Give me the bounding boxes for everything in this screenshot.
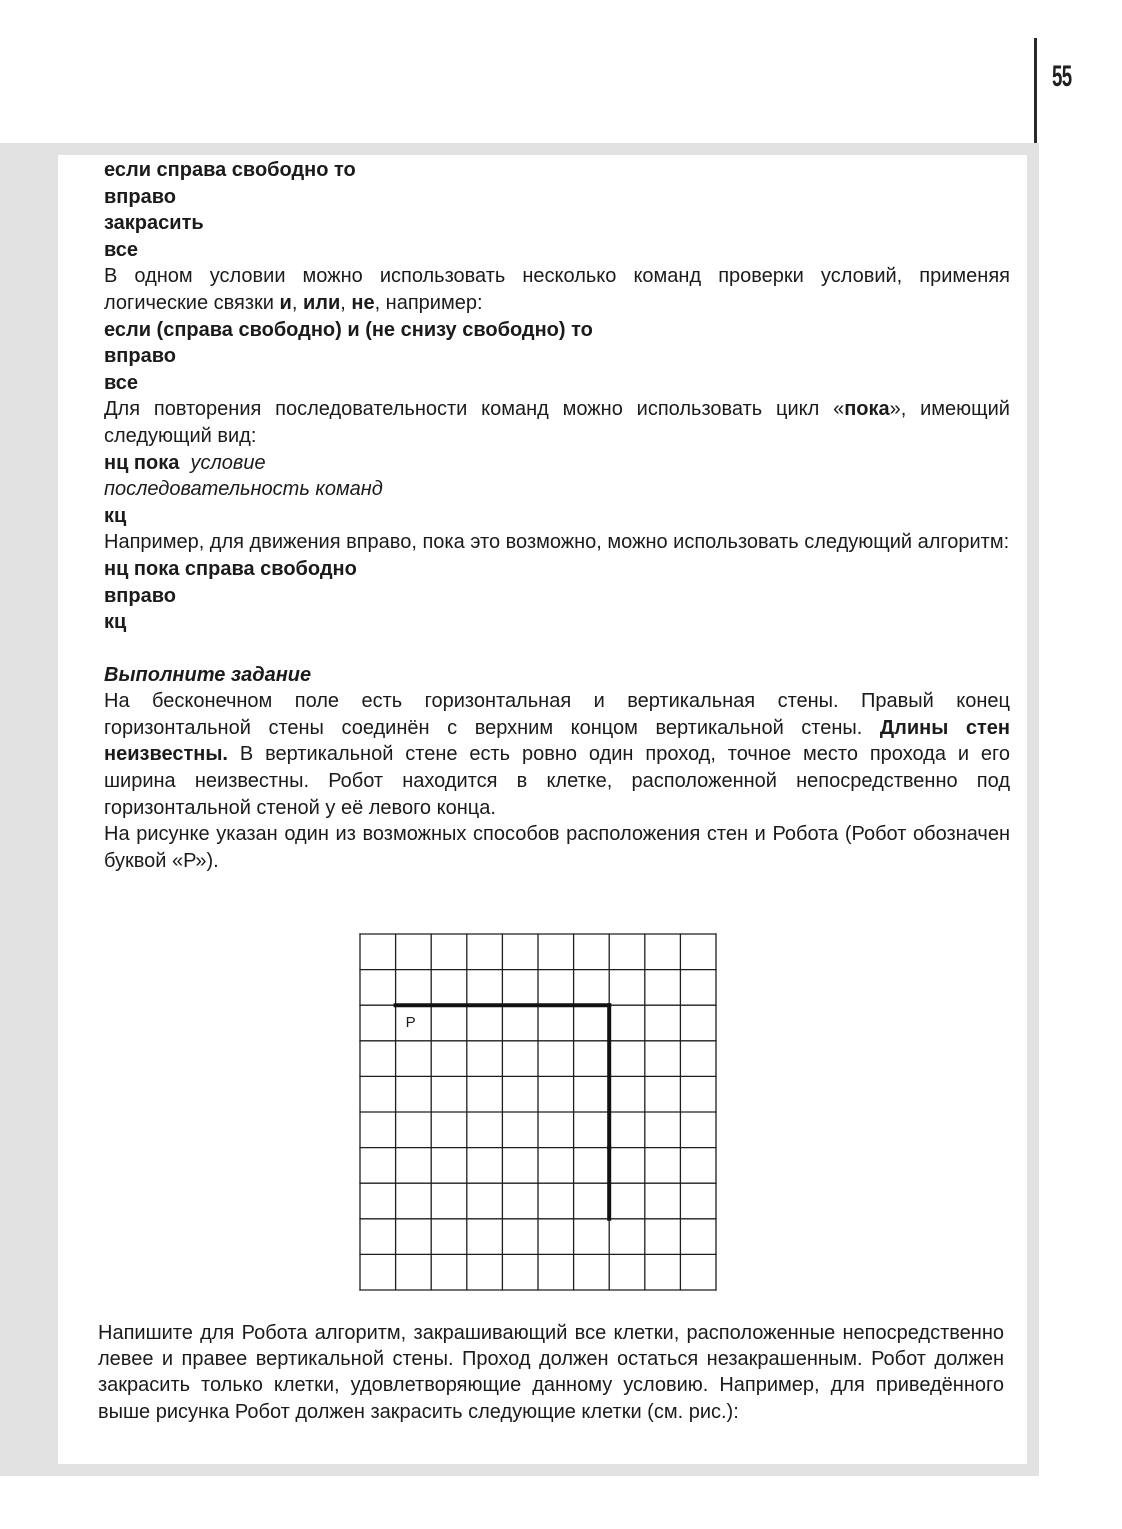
code-line-right: вправо: [104, 345, 176, 368]
paragraph-logic: [104, 263, 1010, 316]
code-line-loop-right: нц пока справа свободно: [104, 557, 357, 580]
separator: ,: [340, 291, 352, 314]
separator: ,: [291, 291, 303, 314]
task-paragraph-1: [104, 688, 1010, 821]
code-line-compound-if: если (справа свободно) и (не снизу свободно) то: [104, 318, 593, 341]
paragraph-loop-text: Для повторения последовательности команд можно использовать цикл «: [104, 398, 845, 421]
placeholder-commands: последовательность команд: [104, 478, 383, 501]
code-line-end: все: [104, 238, 139, 261]
code-line-loop-start: [104, 450, 1010, 477]
robot-field-figure: [358, 932, 718, 1292]
paragraph-logic-tail: , например:: [374, 291, 483, 314]
code-line-paint: закрасить: [104, 212, 204, 235]
task-emphasis: Длины стен неизвестны.: [104, 716, 1010, 766]
code-line-right: вправо: [104, 185, 176, 208]
page-number: 55: [1052, 60, 1072, 93]
task-paragraph-1-text: На бесконечном поле есть горизонтальная и вертикальная стены. Правый конец горизонтальной стены соединён с верхним концом вертикальной стены.: [104, 690, 1010, 739]
paragraph-logic-text: В одном условии можно использовать несколько команд проверки условий, применяя логические связки: [104, 265, 1010, 314]
keyword-not: не: [351, 291, 375, 314]
code-line-right: вправо: [104, 584, 176, 607]
placeholder-condition: условие: [190, 451, 266, 474]
header-rule: [1034, 38, 1037, 146]
paragraph-loop: [104, 396, 1010, 449]
robot-field-grid: [358, 932, 718, 1292]
task-instructions: [98, 1320, 1004, 1425]
paragraph-loop-tail: », имеющий следующий вид:: [104, 398, 1010, 447]
code-line-loop-end: кц: [104, 504, 127, 527]
algorithm-text: [104, 157, 1010, 874]
keyword-while: пока: [844, 398, 890, 421]
task-paragraph-1-tail: В вертикальной стене есть ровно один проход, точное место прохода и его ширина неизвестны. Робот находится в клетке, расположенной непосредственно под горизонтальной стеной у её левого конца.: [104, 743, 1010, 819]
paragraph-example: Например, для движения вправо, пока это возможно, можно использовать следующий алгоритм:: [104, 531, 1010, 554]
keyword-and: и: [279, 291, 292, 314]
keyword-or: или: [302, 291, 341, 314]
keyword-loop-while: нц пока: [104, 451, 180, 474]
task-paragraph-2: На рисунке указан один из возможных способов расположения стен и Робота (Робот обозначен буквой «Р»).: [104, 823, 1010, 872]
code-line-end: все: [104, 371, 139, 394]
task-heading: Выполните задание: [104, 663, 312, 686]
task-paragraph-3: Напишите для Робота алгоритм, закрашивающий все клетки, расположенные непосредственно левее и правее вертикальной стены. Проход должен остаться незакрашенным. Робот должен закрасить только клетки, удовлетворяющие данному условию. Например, для приведённого выше рисунка Робот должен закрасить следующие клетки (см. рис.):: [98, 1322, 1004, 1423]
code-line-loop-end: кц: [104, 611, 127, 634]
code-line-if: если справа свободно то: [104, 159, 356, 181]
robot-label: Р: [405, 1014, 416, 1032]
